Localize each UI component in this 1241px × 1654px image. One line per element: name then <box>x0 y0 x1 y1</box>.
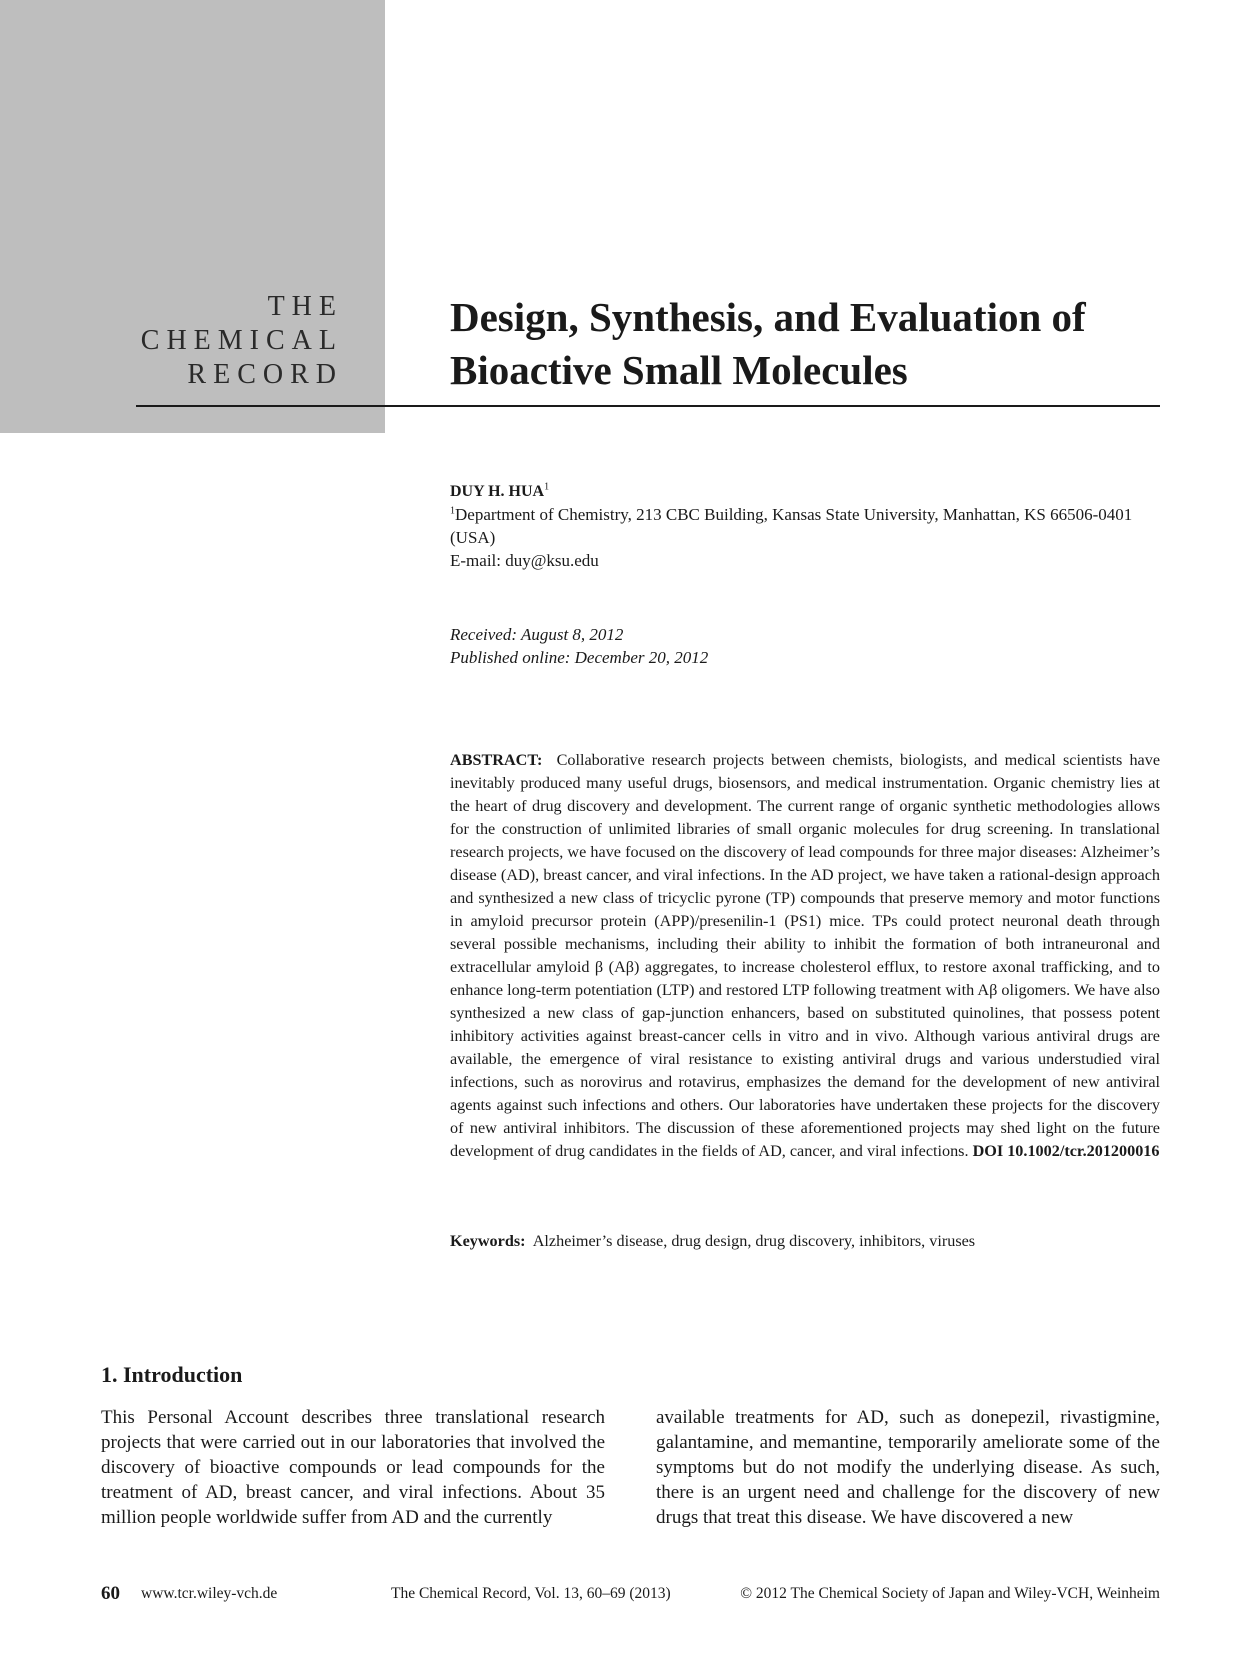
keywords <box>450 1230 1160 1253</box>
affiliation-text: Department of Chemistry, 213 CBC Building, Kansas State University, Manhattan, KS 66506-0401 (USA) <box>450 505 1133 547</box>
abstract <box>450 749 1160 1163</box>
copyright-notice: © 2012 The Chemical Society of Japan and Wiley-VCH, Weinheim <box>740 1585 1160 1602</box>
published-date: Published online: December 20, 2012 <box>450 648 709 667</box>
introduction-column-left: This Personal Account describes three translational research projects that were carried out in our laboratories that involved the discovery of bioactive compounds or lead compounds for the treatment of AD, breast cancer, and viral infections. About 35 million people worldwide suffer from AD and the currently <box>101 1407 605 1528</box>
affiliation-superscript: 1 <box>450 505 455 517</box>
publication-dates <box>450 623 708 669</box>
page-number: 60 <box>101 1583 120 1604</box>
abstract-label: ABSTRACT: <box>450 751 543 769</box>
title-divider <box>136 405 1160 407</box>
article-title-line-1: Design, Synthesis, and Evaluation of <box>450 294 1086 340</box>
keywords-label: Keywords: <box>450 1232 526 1250</box>
author-email[interactable]: E-mail: duy@ksu.edu <box>450 551 599 570</box>
journal-name-line-2: CHEMICAL <box>140 325 343 356</box>
journal-name <box>141 290 343 392</box>
affiliation <box>450 503 1160 549</box>
journal-website-link[interactable]: www.tcr.wiley-vch.de <box>141 1585 278 1602</box>
received-date: Received: August 8, 2012 <box>450 625 624 644</box>
article-title-line-2: Bioactive Small Molecules <box>450 347 908 393</box>
author-superscript: 1 <box>544 481 550 493</box>
page-footer <box>101 1585 1160 1609</box>
keywords-list: Alzheimer’s disease, drug design, drug discovery, inhibitors, viruses <box>532 1232 976 1250</box>
introduction-column-right: available treatments for AD, such as donepezil, rivastigmine, galantamine, and memantine, temporarily ameliorate some of the symptoms but do not modify the underlying disease. As such, there is an urgent need and challenge for the discovery of new drugs that treat this disease. We have discovered a new <box>656 1407 1160 1528</box>
author-name: DUY H. HUA <box>450 483 545 500</box>
journal-name-line-3: RECORD <box>187 359 343 390</box>
article-title <box>450 291 1170 397</box>
doi-link[interactable]: DOI 10.1002/tcr.201200016 <box>972 1142 1160 1160</box>
abstract-text: Collaborative research projects between chemists, biologists, and medical scientists have inevitably produced many useful drugs, biosensors, and medical instrumentation. Organic chemistry lies at the heart of drug discovery and development. The current range of organic synthetic methodologies allows for the construction of unlimited libraries of small organic molecules for drug screening. In translational research projects, we have focused on the discovery of lead compounds for three major diseases: Alzheimer’s disease (AD), breast cancer, and viral infections. In the AD project, we have taken a rational-design approach and synthesized a new class of tricyclic pyrone (TP) compounds that preserve memory and motor functions in amyloid precursor protein (APP)/presenilin-1 (PS1) mice. TPs could protect neuronal death through several possible mechanisms, including their ability to inhibit the formation of both intraneuronal and extracellular amyloid β (Aβ) aggregates, to increase cholesterol efflux, to restore axonal trafficking, and to enhance long-term potentiation (LTP) and restored LTP following treatment with Aβ oligomers. We have also synthesized a new class of gap-junction enhancers, based on substituted quinolines, that possess potent inhibitory activities against breast-cancer cells in vitro and in vivo. Although various antiviral drugs are available, the emergence of viral resistance to existing antiviral drugs and various understudied viral infections, such as norovirus and rotavirus, emphasizes the demand for the development of new antiviral agents against such infections and others. Our laboratories have undertaken these projects for the discovery of new antiviral inhibitors. The discussion of these aforementioned projects may shed light on the future development of drug candidates in the fields of AD, cancer, and viral infections. <box>450 751 1161 1160</box>
author-line <box>450 479 1160 503</box>
author-block <box>450 479 1160 572</box>
introduction-heading: 1. Introduction <box>101 1362 243 1387</box>
journal-name-line-1: THE <box>267 291 343 322</box>
journal-citation: The Chemical Record, Vol. 13, 60–69 (2013) <box>391 1585 671 1602</box>
